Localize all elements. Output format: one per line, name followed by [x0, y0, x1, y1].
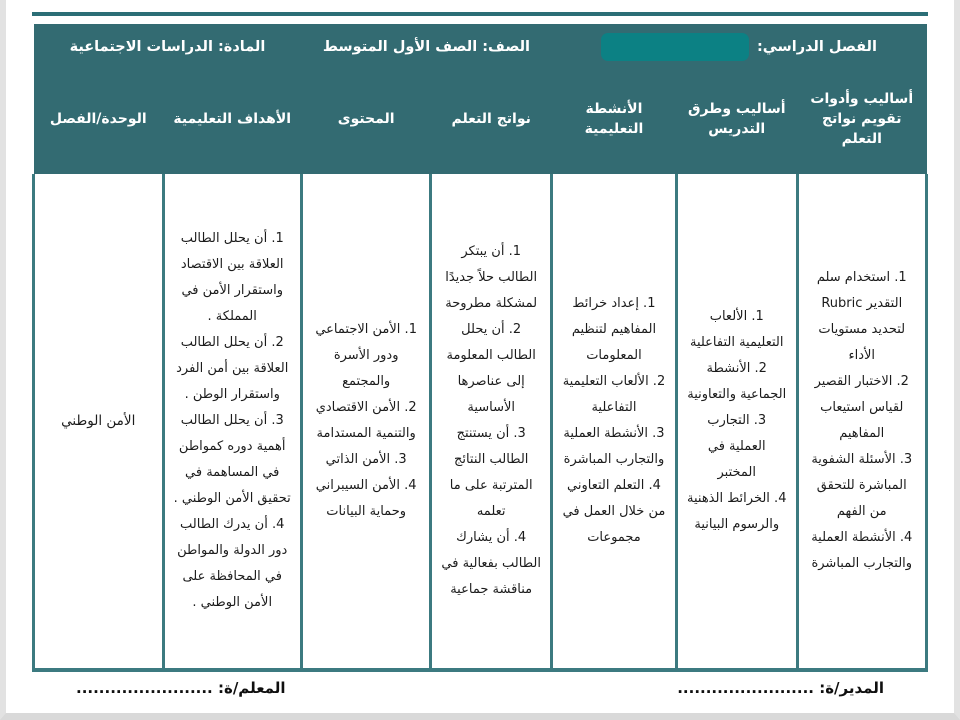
list-item: 1. استخدام سلم التقدير Rubric لتحديد مستويات الأداء [816, 270, 907, 363]
cell-content [301, 174, 430, 670]
list-item: 2. أن يحلل الطالب المعلومة إلى عناصرها الأساسية [446, 322, 536, 415]
lesson-plan-table [32, 24, 928, 672]
meta-term-cell [551, 24, 926, 70]
list-item: 1. الأمن الاجتماعي ودور الأسرة والمجتمع [315, 322, 417, 389]
column-header-content: المحتوى [301, 70, 430, 174]
column-header-assessment: أساليب وأدوات تقويم نواتج التعلم [797, 70, 926, 174]
list-item: 2. الأمن الاقتصادي والتنمية المستدامة [315, 400, 417, 441]
meta-subject-cell: المادة: الدراسات الاجتماعية [34, 24, 302, 70]
unit-title: الأمن الوطني [61, 412, 136, 429]
list-item: 3. الأسئلة الشفوية المباشرة للتحقق من الفهم [811, 452, 913, 519]
list-item: 4. الأنشطة العملية والتجارب المباشرة [811, 530, 913, 571]
assessment-list [808, 265, 916, 577]
content-list [312, 317, 420, 525]
list-item: 3. الأنشطة العملية والتجارب المباشرة [563, 426, 665, 467]
list-item: 2. الأنشطة الجماعية والتعاونية [687, 361, 787, 402]
list-item: 4. الأمن السيبراني وحماية البيانات [315, 478, 417, 519]
list-item: 1. الألعاب التعليمية التفاعلية [689, 309, 784, 350]
outcomes-list [441, 239, 541, 603]
meta-term-redaction-box [601, 33, 749, 61]
signature-principal: المدير/ة: ........................ [677, 679, 884, 697]
list-item: 1. أن يبتكر الطالب حلاً جديدًا لمشكلة مطروحة [445, 244, 538, 311]
cell-methods [676, 174, 797, 670]
cell-objectives [163, 174, 301, 670]
list-item: 2. الألعاب التعليمية التفاعلية [562, 374, 666, 415]
cell-outcomes [431, 174, 552, 670]
column-header-activities: الأنشطة التعليمية [551, 70, 676, 174]
list-item: 2. الاختبار القصير لقياس استيعاب المفاهيم [814, 374, 909, 441]
column-header-methods: أساليب وطرق التدريس [676, 70, 797, 174]
list-item: 2. أن يحلل الطالب العلاقة بين أمن الفرد واستقرار الوطن . [176, 335, 289, 402]
column-header-unit: الوحدة/الفصل [34, 70, 164, 174]
activities-list [562, 291, 666, 551]
list-item: 4. أن يشارك الطالب بفعالية في مناقشة جماعية [441, 530, 541, 597]
list-item: 3. أن يحلل الطالب أهمية دوره كمواطن في المساهمة في تحقيق الأمن الوطني . [173, 413, 291, 506]
column-header-outcomes: نواتج التعلم [431, 70, 552, 174]
list-item: 3. أن يستنتج الطالب النتائج المترتبة على ما تعلمه [449, 426, 533, 519]
lesson-plan-table-container [32, 24, 928, 672]
list-item: 4. الخرائط الذهنية والرسوم البيانية [687, 491, 787, 532]
meta-grade-cell: الصف: الصف الأول المتوسط [301, 24, 551, 70]
list-item: 1. إعداد خرائط المفاهيم لتنظيم المعلومات [571, 296, 657, 363]
table-meta-row [34, 24, 927, 70]
cell-assessment [797, 174, 926, 670]
meta-term-label: الفصل الدراسي: [757, 39, 877, 55]
list-item: 3. الأمن الذاتي [325, 452, 407, 467]
list-item: 1. أن يحلل الطالب العلاقة بين الاقتصاد واستقرار الأمن في المملكة . [180, 231, 284, 324]
table-row [34, 174, 927, 670]
cell-unit [34, 174, 164, 670]
top-divider-rule [32, 12, 928, 16]
table-header-row [34, 70, 927, 174]
methods-list [687, 304, 787, 538]
list-item: 4. التعلم التعاوني من خلال العمل في مجموعات [562, 478, 666, 545]
cell-activities [551, 174, 676, 670]
list-item: 4. أن يدرك الطالب دور الدولة والمواطن في المحافظة على الأمن الوطني . [177, 517, 288, 610]
signature-teacher: المعلم/ة: ........................ [76, 679, 286, 697]
column-header-objectives: الأهداف التعليمية [163, 70, 301, 174]
objectives-list [174, 226, 291, 616]
list-item: 3. التجارب العملية في المختبر [707, 413, 767, 480]
signature-footer [6, 679, 954, 713]
